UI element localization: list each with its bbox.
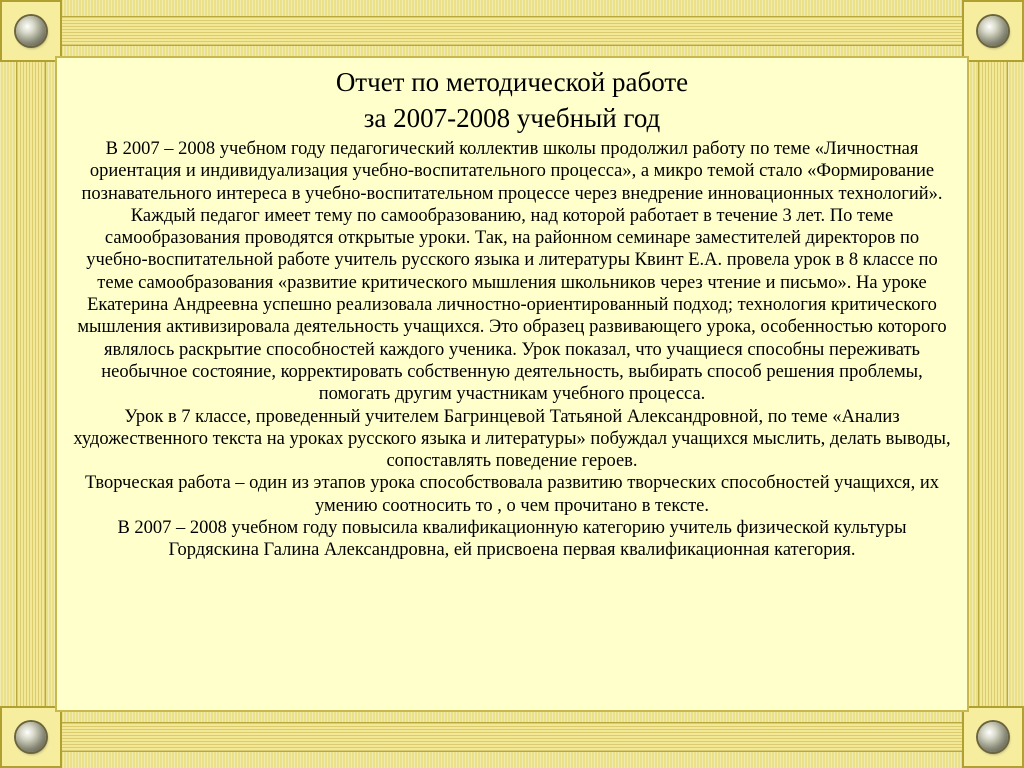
- frame-bar-right: [978, 0, 1008, 768]
- frame-bar-left: [16, 0, 46, 768]
- title-line-1: Отчет по методической работе: [335, 67, 689, 97]
- corner-knob-icon: [16, 722, 46, 752]
- corner-top-left: [0, 0, 62, 62]
- corner-knob-icon: [16, 16, 46, 46]
- paragraph-methodical-theme: В 2007 – 2008 учебном году педагогический коллектив школы продолжил работу по теме «Личностная ориентация и индивидуализация учебно-воспитательного процесса», а микро темой стало «Формирование познавательного интереса в учебно-воспитательном процессе через внедрение инновационных технологий».: [81, 139, 943, 204]
- corner-knob-icon: [978, 16, 1008, 46]
- frame-bar-top: [0, 16, 1024, 46]
- paragraph-qualification: В 2007 – 2008 учебном году повысила квалификационную категорию учитель физической культуры Гордяскина Галина Александровна, ей присвоена первая квалификационная категория.: [117, 518, 907, 561]
- corner-bottom-right: [962, 706, 1024, 768]
- paragraph-creative-work: Творческая работа – один из этапов урока способствовала развитию творческих способностей учащихся, их умению соотносить то , о чем прочитано в тексте.: [85, 473, 939, 516]
- corner-bottom-left: [0, 706, 62, 768]
- corner-top-right: [962, 0, 1024, 62]
- frame-bar-bottom: [0, 722, 1024, 752]
- slide-title: [72, 64, 952, 136]
- corner-knob-icon: [978, 722, 1008, 752]
- title-line-2: за 2007-2008 учебный год: [363, 103, 661, 133]
- paragraph-grade-7-lesson: Урок в 7 классе, проведенный учителем Багринцевой Татьяной Александровной, по теме «Анализ художественного текста на уроках русского языка и литературы» побуждал учащихся мыслить, делать выводы, сопоставлять поведение героев.: [73, 406, 951, 472]
- slide-content: [72, 64, 952, 562]
- paragraph-self-education: Каждый педагог имеет тему по самообразованию, над которой работает в течение 3 лет. По теме самообразования проводятся открытые уроки. Так, на районном семинаре заместителей директоров по учебно-воспитательной работе учитель русского языка и литературы Квинт Е.А. провела урок в 8 классе по теме самообразования «развитие критического мышления школьников через чтение и письмо». На уроке Екатерина Андреевна успешно реализовала личностно-ориентированный подход; технология критического мышления активизировала деятельность учащихся. Это образец развивающего урока, особенностью которого являлось раскрытие способностей каждого ученика. Урок показал, что учащиеся способны переживать необычное состояние, корректировать собственную деятельность, выбирать способ решения проблемы, помогать другим участникам учебного процесса.: [77, 205, 947, 405]
